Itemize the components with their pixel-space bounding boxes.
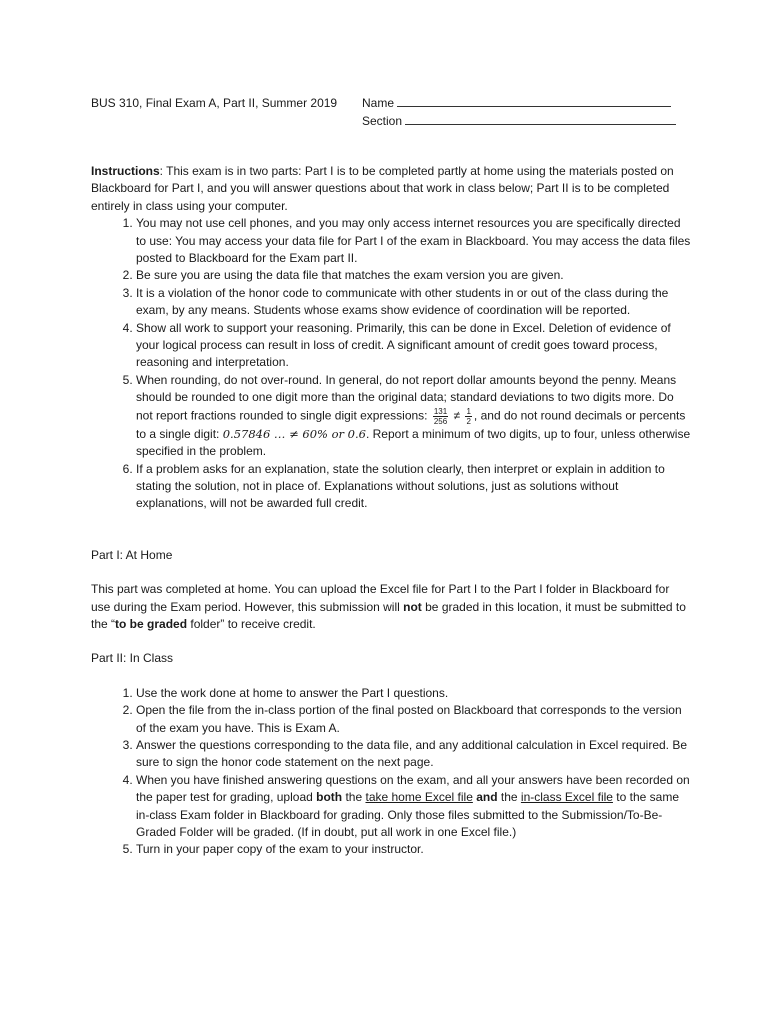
list-item: 2. Be sure you are using the data file that matches the exam version you are given. (136, 267, 691, 284)
list-item: 1. Use the work done at home to answer the Part I questions. (136, 685, 691, 702)
section-label: Section (362, 114, 403, 128)
section-row (362, 112, 676, 130)
list-item: 5. When rounding, do not over-round. In general, do not report dollar amounts beyond the penny. Means should be rounded to one digit more than the original data; standard deviations to two digits more. Do not report fractions rounded to single digit expressions: $\frac{131}{256}$ ≠ $\frac{1}{2}$ , and do not round decimals or percents to a single digit: 0.57846 … ≠ 60% or 0.6. Report a minimum of two digits, up to four, unless otherwise specified in the problem. (136, 372, 691, 461)
list-item: 6. If a problem asks for an explanation, state the solution clearly, then interpret or explain in addition to stating the solution, not in place of. Explanations without solutions, just as solutions without explanations, will not be awarded full credit. (136, 461, 691, 513)
student-fields (362, 94, 676, 130)
instructions-intro: Instructions: This exam is in two parts: Part I is to be completed partly at home using the materials posted on Blackboard for Part I, and you will answer questions about that work in class below; Part II is to be completed entirely in class using your computer. (91, 164, 674, 213)
course-title: BUS 310, Final Exam A, Part II, Summer 2019 (91, 96, 338, 110)
name-row (362, 94, 676, 112)
list-item: 1. You may not use cell phones, and you may only access internet resources you are specifically directed to use: You may access your data file for Part I of the exam in Blackboard. You may access the data files posted to Blackboard for the Exam part II. (136, 215, 691, 267)
list-item: 4. When you have finished answering questions on the exam, and all your answers have been recorded on the paper test for grading, upload both the take home Excel file and the in-class Excel file to the same in-class Exam folder in Blackboard for grading. Only those files submitted to the Submission/To-Be-Graded Folder will be graded. (If in doubt, put all work in one Excel file.) (136, 772, 691, 842)
instructions-label: Instructions (91, 164, 160, 178)
list-item: 3. It is a violation of the honor code to communicate with other students in or out of the class during the exam, by any means. Students whose exams show evidence of coordination will be reported. (136, 285, 691, 320)
math-expression: 0.57846 … ≠ 60% or 0.6 (222, 426, 366, 441)
fraction-1-2: $\frac{1}{2}$ (466, 406, 471, 426)
in-class-file-link: in-class Excel file (520, 790, 613, 805)
fraction-131-256: $\frac{131}{256}$ (433, 406, 448, 426)
list-item: 5. Turn in your paper copy of the exam to your instructor. (136, 841, 691, 858)
part1-text: This part was completed at home. You can upload the Excel file for Part I to the Part I folder in Blackboard for use during the Exam period. However, this submission will not be graded in this location, it must be submitted to the “to be graded folder” to receive credit. (91, 582, 686, 631)
part2-list (91, 685, 691, 859)
instructions-list (91, 215, 691, 513)
list-item: 2. Open the file from the in-class portion of the final posted on Blackboard that corresponds to the version of the exam you have. This is Exam A. (136, 702, 691, 737)
list-item: 3. Answer the questions corresponding to the data file, and any additional calculation in Excel required. Be sure to sign the honor code statement on the next page. (136, 737, 691, 772)
section-line[interactable] (405, 112, 676, 125)
part1-heading: Part I: At Home (91, 547, 173, 562)
list-item: 4. Show all work to support your reasoning. Primarily, this can be done in Excel. Deletion of evidence of your logical process can result in loss of credit. A significant amount of credit goes toward process, reasoning and interpretation. (136, 320, 691, 372)
take-home-file-link: take home Excel file (365, 790, 473, 805)
part2-heading: Part II: In Class (91, 651, 174, 666)
name-label: Name (362, 96, 395, 110)
exam-body (91, 163, 691, 859)
name-line[interactable] (397, 94, 671, 107)
